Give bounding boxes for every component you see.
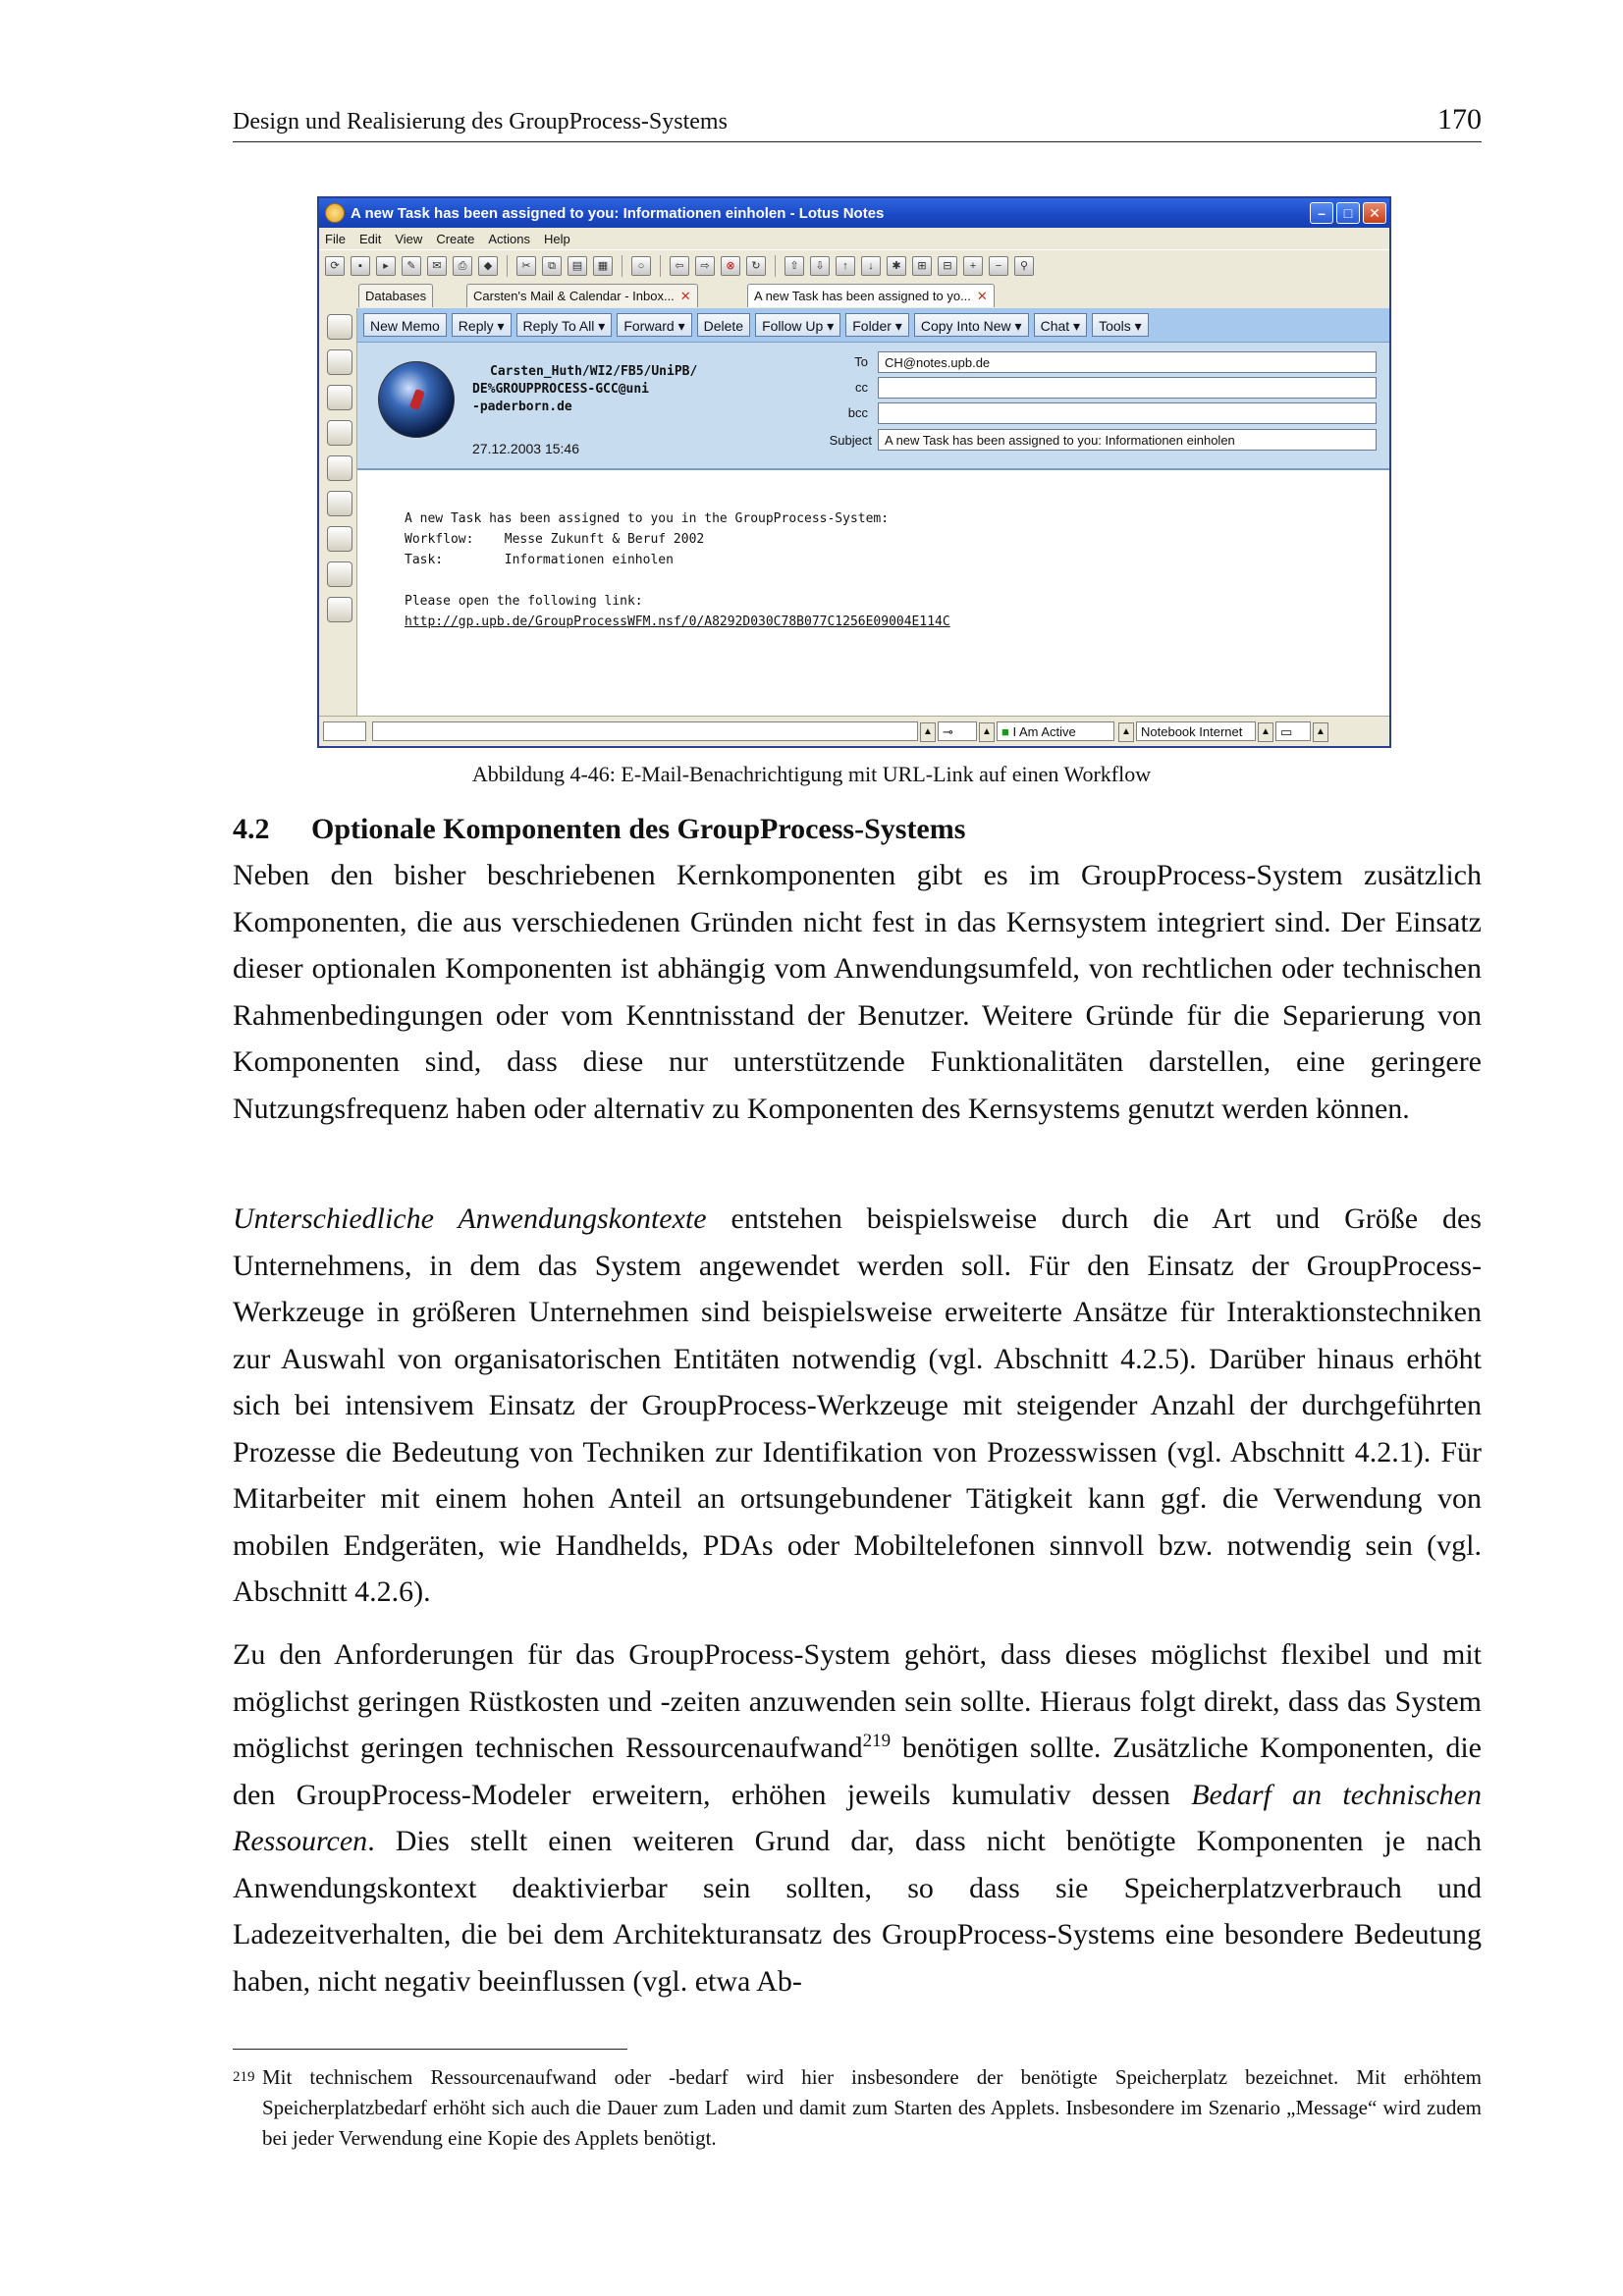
folder-button[interactable]: Folder ▾ xyxy=(845,313,909,337)
to-field[interactable]: CH@notes.upb.de xyxy=(878,351,1377,373)
tab-new-task[interactable] xyxy=(747,284,995,307)
status-arrow-icon[interactable]: ▲ xyxy=(979,722,995,742)
menu-bar xyxy=(319,228,1389,249)
online-indicator-icon: ■ xyxy=(1001,724,1009,739)
action-bar xyxy=(357,308,1389,343)
subject-field[interactable]: A new Task has been assigned to you: Informationen einholen xyxy=(878,429,1377,451)
todo-bookmark-icon[interactable] xyxy=(327,420,352,446)
tab-label: A new Task has been assigned to yo... xyxy=(754,289,971,303)
footnote xyxy=(233,2062,1482,2154)
sent-date: 27.12.2003 15:46 xyxy=(472,441,579,456)
body-line xyxy=(405,570,950,591)
menu-actions[interactable]: Actions xyxy=(488,231,530,246)
memo-body xyxy=(405,508,950,632)
footnote-rule xyxy=(233,2049,627,2050)
favorites-bookmark-icon[interactable] xyxy=(327,561,352,587)
refresh-page-icon[interactable]: ↻ xyxy=(746,256,766,276)
copy-into-new-button[interactable]: Copy Into New ▾ xyxy=(914,313,1029,337)
section-title: Optionale Komponenten des GroupProcess-Systems xyxy=(311,813,966,845)
move-down-icon[interactable]: ⇩ xyxy=(810,256,830,276)
reply-button[interactable]: Reply ▾ xyxy=(452,313,512,337)
signal-icon[interactable]: ⊸ xyxy=(938,721,977,741)
location-status[interactable]: Notebook Internet xyxy=(1136,721,1256,741)
figure-caption: Abbildung 4-46: E-Mail-Benachrichtigung mit URL-Link auf einen Workflow xyxy=(471,762,1152,786)
find-icon[interactable]: ⚲ xyxy=(1014,256,1034,276)
next-icon[interactable]: ↓ xyxy=(861,256,881,276)
window-title: A new Task has been assigned to you: Informationen einholen - Lotus Notes xyxy=(351,204,885,222)
minimize-icon[interactable]: – xyxy=(1310,202,1333,224)
expand-icon[interactable]: ⊞ xyxy=(912,256,932,276)
menu-view[interactable]: View xyxy=(395,231,423,246)
status-arrow-icon[interactable]: ▲ xyxy=(1118,722,1134,742)
window-titlebar xyxy=(319,198,1389,228)
body-line: A new Task has been assigned to you in the GroupProcess-System: xyxy=(405,511,890,526)
delete-button[interactable]: Delete xyxy=(697,313,750,337)
status-box xyxy=(323,721,366,741)
bookmark-sidebar xyxy=(319,308,357,719)
print-icon[interactable]: ⎙ xyxy=(453,256,472,276)
paragraph-text: . Dies stellt einen weiteren Grund dar, dass nicht benötigte Komponenten je nach Anwendungskontext deaktivierbar sein sollten, so dass sie Speicherplatzverbrauch und Ladezeitverhalten, die bei dem Architekturansatz des GroupProcess-Systems eine besondere Bedeutung haben, nicht negativ beeinflussen (vgl. etwa Ab- xyxy=(233,1825,1482,1998)
reply-to-all-button[interactable]: Reply To All ▾ xyxy=(516,313,613,337)
bcc-label: bcc xyxy=(847,405,868,420)
paste-icon[interactable]: ▤ xyxy=(568,256,587,276)
tab-label: Databases xyxy=(365,289,427,303)
navigate-icon[interactable]: ◆ xyxy=(478,256,498,276)
zoom-in-icon[interactable]: + xyxy=(963,256,983,276)
status-arrow-icon[interactable]: ▲ xyxy=(920,722,936,742)
lotus-notes-app-icon xyxy=(325,203,345,223)
chat-bookmark-icon[interactable] xyxy=(327,491,352,516)
forward-button[interactable]: Forward ▾ xyxy=(617,313,691,337)
running-header xyxy=(233,98,1482,142)
status-bar xyxy=(319,716,1389,746)
to-label: To xyxy=(854,354,868,369)
maximize-icon[interactable]: □ xyxy=(1336,202,1360,224)
workflow-link[interactable]: http://gp.upb.de/GroupProcessWFM.nsf/0/A8292D030C78B077C1256E09004E114C xyxy=(405,614,950,629)
paragraph-text: benötigen sollte. Zusätzliche Komponenten, die den GroupProcess-Modeler erweitern, erhöhen jeweils kumulativ dessen xyxy=(233,1732,1482,1811)
memo-header xyxy=(357,343,1389,470)
menu-edit[interactable]: Edit xyxy=(358,231,382,246)
page-number: 170 xyxy=(1437,103,1482,135)
cc-label: cc xyxy=(855,380,868,395)
sender-line: DE%GROUPPROCESS-GCC@uni xyxy=(472,382,650,397)
address-book-bookmark-icon[interactable] xyxy=(327,385,352,410)
cc-field[interactable] xyxy=(878,377,1377,399)
save-icon[interactable]: ▪ xyxy=(351,256,370,276)
paragraph-2 xyxy=(233,1196,1482,1616)
open-icon[interactable]: ▸ xyxy=(376,256,396,276)
web-bookmark-icon[interactable] xyxy=(327,526,352,552)
sender-line: -paderborn.de xyxy=(472,400,572,414)
toolbar-separator xyxy=(660,255,661,277)
follow-up-button[interactable]: Follow Up ▾ xyxy=(755,313,840,337)
running-header-title: Design und Realisierung des GroupProcess-Systems xyxy=(233,109,728,134)
sender-line: Carsten_Huth/WI2/FB5/UniPB/ xyxy=(490,364,698,379)
toolbar xyxy=(319,249,1389,283)
mail-icon[interactable]: ✉ xyxy=(427,256,447,276)
online-status[interactable] xyxy=(997,721,1114,741)
tab-label: Carsten's Mail & Calendar - Inbox... xyxy=(473,289,675,303)
new-memo-button[interactable]: New Memo xyxy=(363,313,447,337)
body-line: Task: Informationen einholen xyxy=(405,553,674,567)
back-icon[interactable]: ⇦ xyxy=(670,256,689,276)
unread-icon[interactable]: ✱ xyxy=(887,256,906,276)
copy-icon[interactable]: ⧉ xyxy=(542,256,562,276)
toolbar-separator xyxy=(775,255,776,277)
tasks-bookmark-icon[interactable] xyxy=(327,597,352,622)
tools-button[interactable]: Tools ▾ xyxy=(1092,313,1149,337)
figure-lotus-notes-window xyxy=(317,196,1391,748)
stop-icon[interactable]: ⊗ xyxy=(721,256,740,276)
status-arrow-icon[interactable]: ▲ xyxy=(1313,722,1328,742)
body-line: Please open the following link: xyxy=(405,594,643,609)
paragraph-text: entstehen beispielsweise durch die Art und Größe des Unternehmens, in dem das System angewendet werden soll. Für den Einsatz der GroupProcess-Werkzeuge in größeren Unternehmen sind beispielsweise erweiterte Ansätze für Interaktionstechniken zur Auswahl von organisatorischen Entitäten notwendig (vgl. Abschnitt 4.2.5). Darüber hinaus erhöht sich bei intensivem Einsatz der GroupProcess-Werkzeuge mit steigender Anzahl der durchgeführten Prozesse die Bedeutung von Techniken zur Identifikation von Prozesswissen (vgl. Abschnitt 4.2.1). Für Mitarbeiter mit einem hohen Anteil an ortsungebundener Tätigkeit kann ggf. die Verwendung von mobilen Endgeräten, wie Handhelds, PDAs oder Mobiltelefonen sinnvoll bzw. notwendig sein (vgl. Abschnitt 4.2.6). xyxy=(233,1202,1482,1608)
chat-button[interactable]: Chat ▾ xyxy=(1034,313,1088,337)
zoom-out-icon[interactable]: − xyxy=(989,256,1008,276)
memo-document xyxy=(357,308,1389,719)
refresh-icon[interactable]: ⟳ xyxy=(325,256,345,276)
chat-bubble-icon[interactable]: ○ xyxy=(631,256,651,276)
toolbar-separator xyxy=(507,255,508,277)
footnote-reference[interactable]: 219 xyxy=(862,1731,892,1751)
bcc-field[interactable] xyxy=(878,402,1377,424)
paragraph-1: Neben den bisher beschriebenen Kernkomponenten gibt es im GroupProcess-System zusätzlich Komponenten, die aus verschiedenen Gründen nicht fest in das Kernsystem integriert sind. Der Einsatz dieser optionalen Komponenten ist abhängig vom Anwendungsumfeld, von rechtlichen oder technischen Rahmenbedingungen oder vom Kenntnisstand der Benutzer. Weitere Gründe für die Separierung von Komponenten sind, dass diese nur unterstützende Funktionalitäten darstellen, eine geringere Nutzungsfrequenz haben oder alternativ zu Komponenten des Kernsystems genutzt werden können. xyxy=(233,859,1482,1125)
footnote-mark: 219 xyxy=(233,2069,255,2085)
replicator-bookmark-icon[interactable] xyxy=(327,455,352,481)
collapse-icon[interactable]: ⊟ xyxy=(938,256,957,276)
tab-bar xyxy=(319,281,1389,308)
body-line: Workflow: Messe Zukunft & Beruf 2002 xyxy=(405,532,705,547)
move-up-icon[interactable]: ⇧ xyxy=(784,256,804,276)
edit-icon[interactable]: ✎ xyxy=(402,256,421,276)
section-number: 4.2 xyxy=(233,813,270,845)
close-icon[interactable]: ✕ xyxy=(1363,202,1386,224)
menu-file[interactable]: File xyxy=(325,231,346,246)
clipboard-icon[interactable]: ▦ xyxy=(593,256,613,276)
close-tab-icon[interactable]: ✕ xyxy=(679,289,691,303)
forward-icon[interactable]: ⇨ xyxy=(695,256,715,276)
calendar-bookmark-icon[interactable] xyxy=(327,349,352,375)
cut-icon[interactable]: ✂ xyxy=(516,256,536,276)
paragraph-3 xyxy=(233,1631,1482,2004)
inbox-status-icon[interactable]: ▭ xyxy=(1275,721,1311,741)
sender-avatar xyxy=(378,361,455,438)
close-tab-icon[interactable]: ✕ xyxy=(976,289,988,303)
paragraph-text: Zu den Anforderungen für das GroupProcess-System gehört, dass dieses möglichst flexibel und mit möglichst geringen Rüstkosten und -zeiten anzuwenden sein sollte. Hieraus folgt direkt, dass das System möglichst geringen technischen Ressourcenaufwand xyxy=(233,1638,1482,1764)
menu-help[interactable]: Help xyxy=(543,231,570,246)
menu-create[interactable]: Create xyxy=(436,231,475,246)
footnote-text: Mit technischem Ressourcenaufwand oder -bedarf wird hier insbesondere der benötigte Speicherplatz bezeichnet. Mit erhöhtem Speicherplatzbedarf erhöht sich auch die Dauer zum Laden und damit zum Starten des Applets. Insbesondere im Szenario „Message“ wird zudem bei jeder Verwendung eine Kopie des Applets benötigt. xyxy=(262,2065,1482,2150)
status-arrow-icon[interactable]: ▲ xyxy=(1258,722,1273,742)
emphasis: Unterschiedliche Anwendungskontexte xyxy=(233,1202,707,1235)
tab-mail-calendar[interactable] xyxy=(466,284,698,307)
sender-address xyxy=(472,363,757,416)
tab-databases[interactable] xyxy=(358,284,433,307)
previous-icon[interactable]: ↑ xyxy=(836,256,855,276)
section-heading xyxy=(233,813,965,846)
online-status-text: I Am Active xyxy=(1012,724,1076,739)
emphasis: Bedarf an technischen Ressourcen xyxy=(233,1778,1482,1857)
subject-label: Subject xyxy=(829,433,872,448)
status-message-box xyxy=(372,721,918,741)
mail-bookmark-icon[interactable] xyxy=(327,314,352,340)
